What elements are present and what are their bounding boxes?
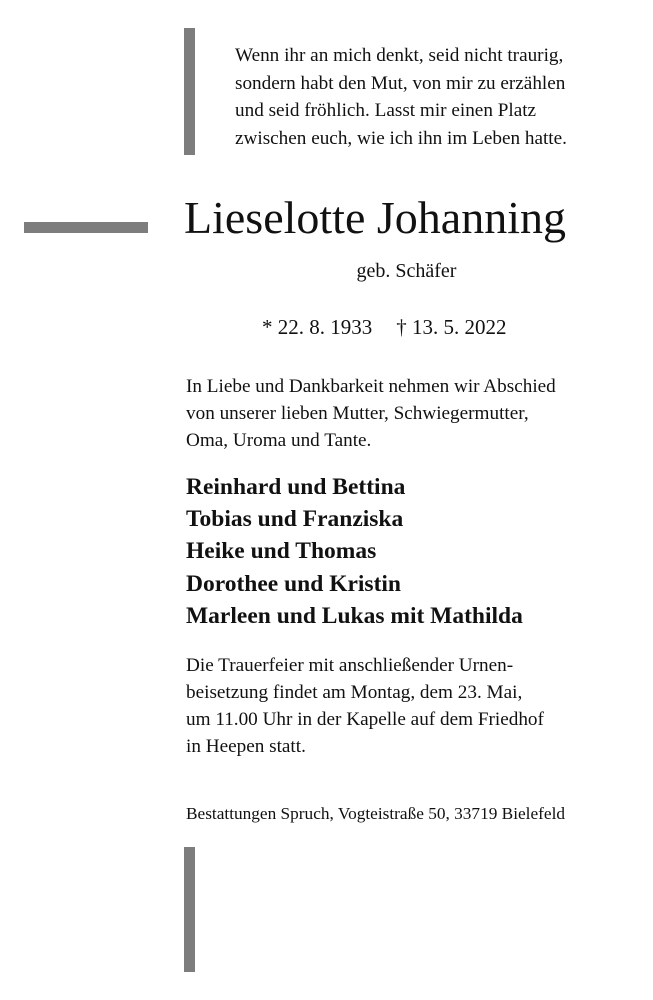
family-name: Marleen und Lukas mit Mathilda [186, 602, 523, 629]
farewell-text [186, 373, 636, 454]
poem-line: zwischen euch, wie ich ihn im Leben hatte. [235, 127, 567, 149]
family-name: Reinhard und Bettina [186, 474, 406, 500]
undertaker-info: Bestattungen Spruch, Vogteistraße 50, 33719 Bielefeld [186, 804, 566, 823]
ceremony-line: Die Trauerfeier mit anschließender Urnen- [186, 655, 514, 676]
farewell-line: von unserer lieben Mutter, Schwiegermutter, [186, 403, 529, 424]
life-dates [262, 313, 507, 341]
death-date: † 13. 5. 2022 [396, 315, 507, 339]
decorative-bar-top [184, 28, 195, 155]
poem-line: sondern habt den Mut, von mir zu erzählen [235, 72, 566, 94]
decorative-bar-bottom [184, 847, 195, 972]
ceremony-text [186, 652, 636, 760]
birth-date: * 22. 8. 1933 [262, 315, 373, 339]
birth-name: geb. Schäfer [356, 260, 457, 282]
poem-quote [235, 42, 635, 152]
poem-line: Wenn ihr an mich denkt, seid nicht traurig, [235, 45, 564, 66]
farewell-line: In Liebe und Dankbarkeit nehmen wir Abschied [186, 376, 556, 397]
decorative-bar-left [24, 222, 148, 233]
family-name: Tobias und Franziska [186, 506, 404, 533]
family-name: Heike und Thomas [186, 538, 377, 565]
ceremony-line: in Heepen statt. [186, 736, 306, 757]
ceremony-line: um 11.00 Uhr in der Kapelle auf dem Friedhof [186, 709, 544, 730]
ceremony-line: beisetzung findet am Montag, dem 23. Mai, [186, 682, 523, 703]
farewell-line: Oma, Uroma und Tante. [186, 430, 372, 451]
deceased-name: Lieselotte Johanning [184, 192, 566, 243]
poem-line: und seid fröhlich. Lasst mir einen Platz [235, 100, 537, 121]
family-name: Dorothee und Kristin [186, 570, 401, 597]
family-names [186, 471, 636, 632]
